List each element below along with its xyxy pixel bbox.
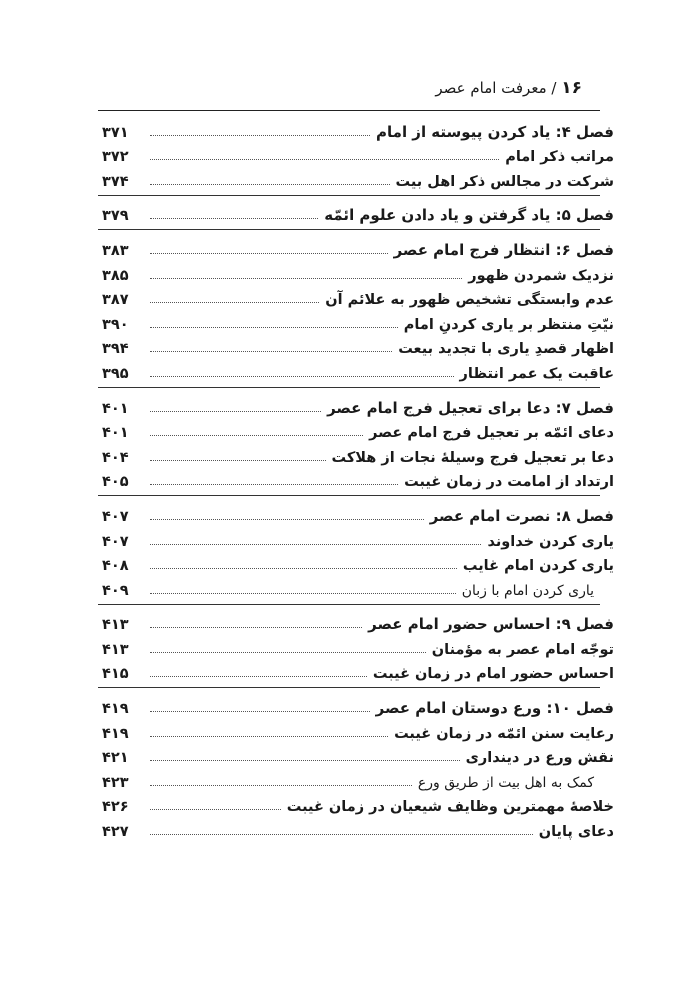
toc-page-number: ۴۰۴ <box>102 449 129 466</box>
dot-leader <box>150 435 363 436</box>
toc-page-number: ۳۹۰ <box>102 316 129 333</box>
toc-chapter-row[interactable] <box>102 500 614 525</box>
dot-leader <box>150 785 412 786</box>
toc-entry-row[interactable] <box>102 357 614 382</box>
toc-entry-row[interactable] <box>102 525 614 550</box>
section-rule <box>98 387 600 388</box>
book-title: معرفت امام عصر <box>435 79 547 97</box>
toc-entry-title: احساس حضور امام در زمان غیبت <box>372 666 614 683</box>
section-rule <box>98 495 600 496</box>
dot-leader <box>150 593 456 594</box>
toc-page-number: ۳۹۴ <box>102 341 129 358</box>
toc-chapter-row[interactable] <box>102 200 614 225</box>
toc-entry-title: فصل ۶: انتظار فرج امام عصر <box>393 240 614 259</box>
dot-leader <box>150 484 398 485</box>
dot-leader <box>150 253 388 254</box>
toc-page-number: ۴۱۳ <box>102 617 129 634</box>
dot-leader <box>150 278 462 279</box>
toc-chapter-row[interactable] <box>102 392 614 417</box>
toc-entry-title: دعای پایان <box>538 824 614 841</box>
toc-chapter-row[interactable] <box>102 116 614 141</box>
dot-leader <box>150 760 460 761</box>
toc-entry-title: کمک به اهل بیت از طریق ورع <box>417 774 594 791</box>
toc-page-number: ۴۰۹ <box>102 582 129 599</box>
dot-leader <box>150 519 424 520</box>
dot-leader <box>150 736 388 737</box>
toc-entry-row[interactable] <box>102 791 614 816</box>
toc-entry-title: دعا بر تعجیل فرج وسیلهٔ نجات از هلاکت <box>331 449 614 466</box>
dot-leader <box>150 302 319 303</box>
page-number: ۱۶ <box>561 78 582 98</box>
toc-entry-title: فصل ۵: یاد گرفتن و یاد دادن علوم ائمّه <box>324 206 614 225</box>
dot-leader <box>150 711 370 712</box>
toc-page-number: ۴۰۵ <box>102 474 129 491</box>
section-rule <box>98 195 600 196</box>
toc-entry-row[interactable] <box>102 441 614 466</box>
dot-leader <box>150 460 326 461</box>
dot-leader <box>150 627 362 628</box>
toc-entry-row[interactable] <box>102 633 614 658</box>
toc-page-number: ۴۰۸ <box>102 558 129 575</box>
dot-leader <box>150 652 426 653</box>
toc-entry-title: مراتب ذکر امام <box>505 149 614 166</box>
toc-entry-row[interactable] <box>102 658 614 683</box>
toc-page-number: ۴۱۵ <box>102 666 129 683</box>
toc-page-number: ۳۷۱ <box>102 124 129 141</box>
toc-entry-row[interactable] <box>102 466 614 491</box>
toc-page-number: ۳۷۲ <box>102 149 129 166</box>
toc-entry-row[interactable] <box>102 766 614 791</box>
dot-leader <box>150 376 454 377</box>
toc-entry-title: یاری کردن امام غایب <box>462 558 614 575</box>
toc-page-number: ۴۰۷ <box>102 508 129 525</box>
toc-entry-title: فصل ۸: نصرت امام عصر <box>429 506 614 525</box>
toc-chapter-row[interactable] <box>102 609 614 634</box>
toc-entry-title: فصل ۴: یاد کردن پیوسته از امام <box>376 122 614 141</box>
dot-leader <box>150 809 281 810</box>
toc-entry-title: اظهار قصدِ یاری با تجدید بیعت <box>398 341 614 358</box>
toc-entry-title: عاقبت یک عمر انتظار <box>459 365 614 382</box>
toc-entry-title: خلاصهٔ مهمترین وظایف شیعیان در زمان غیبت <box>286 799 614 816</box>
toc-page-number: ۴۲۱ <box>102 750 129 767</box>
toc-page-number: ۴۱۹ <box>102 701 129 718</box>
toc-chapter-row[interactable] <box>102 692 614 717</box>
toc-entry-row[interactable] <box>102 259 614 284</box>
toc-entry-title: یاری کردن خداوند <box>487 533 614 550</box>
toc-page-number: ۳۸۵ <box>102 267 129 284</box>
toc-entry-row[interactable] <box>102 717 614 742</box>
toc-entry-title: رعایت سنن ائمّه در زمان غیبت <box>394 725 614 742</box>
toc-entry-title: نقش ورع در دینداری <box>465 750 614 767</box>
toc-page-number: ۴۰۱ <box>102 400 129 417</box>
header-rule <box>98 110 600 111</box>
section-rule <box>98 687 600 688</box>
toc-page-number: ۴۲۷ <box>102 824 129 841</box>
toc-page-number: ۴۰۷ <box>102 533 129 550</box>
toc-entry-title: یاری کردن امام با زبان <box>461 582 594 599</box>
dot-leader <box>150 544 481 545</box>
header-separator: / <box>551 79 557 97</box>
toc-page-number: ۴۲۳ <box>102 774 129 791</box>
toc-entry-title: نزدیک شمردن ظهور <box>468 267 614 284</box>
section-rule <box>98 229 600 230</box>
toc-entry-row[interactable] <box>102 417 614 442</box>
toc-page-number: ۳۷۹ <box>102 208 129 225</box>
toc-page-number: ۳۷۴ <box>102 173 129 190</box>
toc-entry-row[interactable] <box>102 550 614 575</box>
toc-entry-title: فصل ۷: دعا برای تعجیل فرج امام عصر <box>327 398 614 417</box>
dot-leader <box>150 568 457 569</box>
toc-entry-row[interactable] <box>102 141 614 166</box>
dot-leader <box>150 218 318 219</box>
dot-leader <box>150 135 370 136</box>
toc-chapter-row[interactable] <box>102 234 614 259</box>
dot-leader <box>150 411 321 412</box>
toc-entry-row[interactable] <box>102 574 614 599</box>
toc-page-number: ۳۸۷ <box>102 292 129 309</box>
toc-entry-title: شرکت در مجالس ذکر اهل بیت <box>395 173 614 190</box>
toc-entry-row[interactable] <box>102 815 614 840</box>
dot-leader <box>150 834 533 835</box>
section-rule <box>98 604 600 605</box>
toc-page-number: ۳۸۳ <box>102 242 129 259</box>
toc-entry-title: نیّتِ منتظر بر یاری کردنِ امام <box>403 316 614 333</box>
running-header <box>435 78 582 98</box>
toc-entry-title: فصل ۱۰: ورع دوستان امام عصر <box>375 699 614 718</box>
toc-page-number: ۳۹۵ <box>102 365 129 382</box>
toc-entry-title: دعای ائمّه بر تعجیل فرج امام عصر <box>369 425 614 442</box>
toc-page-number: ۴۰۱ <box>102 425 129 442</box>
dot-leader <box>150 351 392 352</box>
toc-page-number: ۴۲۶ <box>102 799 129 816</box>
toc-entry-row[interactable] <box>102 284 614 309</box>
toc-page-number: ۴۱۹ <box>102 725 129 742</box>
toc-entry-row[interactable] <box>102 165 614 190</box>
toc-entry-title: فصل ۹: احساس حضور امام عصر <box>368 615 614 634</box>
toc-entry-title: توجّه امام عصر به مؤمنان <box>431 641 614 658</box>
toc-entry-title: عدم وابستگی تشخیص ظهور به علائم آن <box>325 292 614 309</box>
toc-entry-title: ارتداد از امامت در زمان غیبت <box>404 474 614 491</box>
dot-leader <box>150 327 398 328</box>
toc-entry-row[interactable] <box>102 333 614 358</box>
toc-entry-row[interactable] <box>102 742 614 767</box>
dot-leader <box>150 184 390 185</box>
toc-entry-row[interactable] <box>102 308 614 333</box>
dot-leader <box>150 159 499 160</box>
table-of-contents <box>102 116 614 840</box>
toc-page-number: ۴۱۳ <box>102 641 129 658</box>
dot-leader <box>150 676 367 677</box>
